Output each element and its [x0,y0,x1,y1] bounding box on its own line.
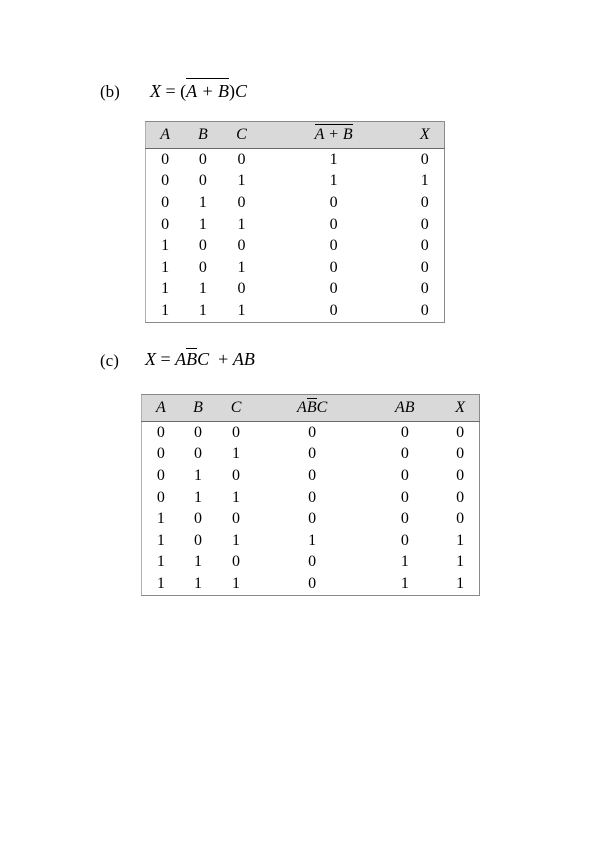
table-cell: 1 [142,552,180,574]
table-c-col-header [256,395,369,422]
formula-b-lhs: X [150,81,161,101]
table-cell: 1 [237,215,246,233]
table-cell: 1 [329,150,338,168]
table-cell: 1 [232,531,241,549]
table-row [142,422,480,444]
table-cell: 0 [329,258,338,276]
table-b-col-header [262,122,406,149]
table-row [146,235,445,257]
table-cell: 0 [400,510,409,528]
table-cell: 0 [146,149,185,171]
table-cell: 0 [406,257,445,279]
table-cell: 0 [400,423,409,441]
table-cell: 1 [237,172,246,190]
table-cell: 0 [406,300,445,322]
table-b-col-header: X [406,122,445,149]
table-cell: 0 [308,488,317,506]
table-c-col-header: X [441,395,479,422]
formula-c-equals: = [160,349,171,369]
table-cell: 1 [232,488,241,506]
table-row [146,171,445,193]
table-cell: 0 [406,279,445,301]
table-cell: 0 [400,488,409,506]
table-cell: 0 [142,487,180,509]
table-cell: 1 [232,445,241,463]
table-cell: 0 [142,422,180,444]
table-cell: 0 [308,510,317,528]
table-row [146,279,445,301]
formula-c-lhs: X [145,349,156,369]
table-cell: 0 [193,423,202,441]
table-row [142,487,480,509]
table-cell: 1 [237,258,246,276]
table-cell: 1 [146,279,185,301]
table-b-col-header: B [184,122,221,149]
formula-c-term1-b-complement: B [186,349,198,369]
truth-table-b-body [146,149,445,323]
table-row [142,508,480,530]
table-row [142,530,480,552]
table-c-header-abc-c: C [316,399,328,416]
table-cell: 1 [146,300,185,322]
table-c-col-header: AB [368,395,441,422]
formula-c-term2: AB [232,349,255,369]
table-cell: 0 [308,423,317,441]
table-cell: 0 [441,465,479,487]
table-cell: 0 [329,193,338,211]
formula-c-term1-a: A [175,349,187,369]
table-cell: 1 [441,530,479,552]
table-cell: 0 [146,171,185,193]
table-row [146,214,445,236]
table-cell: 0 [262,300,406,322]
table-cell: 0 [193,510,202,528]
table-row [142,444,480,466]
table-cell: 0 [237,237,246,255]
table-cell: 0 [406,192,445,214]
table-cell: 0 [441,487,479,509]
table-row [142,573,480,595]
table-cell: 0 [146,192,185,214]
table-cell: 0 [256,573,369,595]
table-cell: 0 [232,510,241,528]
truth-table-c-header [142,395,480,422]
section-b-label: (b) [100,82,120,101]
table-cell: 0 [198,258,207,276]
table-cell: 1 [193,488,202,506]
table-cell: 1 [406,171,445,193]
section-c-label: (c) [100,351,119,370]
formula-b-open-paren: ( [180,81,187,101]
table-cell: 0 [329,215,338,233]
formula-b-close-paren: ) [228,81,235,101]
table-c-col-header: B [180,395,216,422]
table-cell: 0 [237,280,246,298]
table-cell: 0 [232,553,241,571]
table-b-col-header-overlined-text: A + B [314,126,353,143]
table-cell: 0 [232,423,241,441]
table-cell: 0 [406,149,445,171]
table-b-col-header: C [221,122,261,149]
table-cell: 1 [146,257,185,279]
formula-b-tail: C [234,81,247,101]
table-c-header-abc-b-complement: B [306,399,317,416]
table-row [146,257,445,279]
table-c-header-abc-a: A [297,399,307,416]
table-cell: 0 [146,214,185,236]
table-cell: 0 [308,553,317,571]
table-cell: 1 [193,466,202,484]
table-cell: 1 [329,172,338,190]
table-c-col-header: C [216,395,256,422]
table-cell: 1 [184,300,221,322]
table-cell: 1 [441,552,479,574]
table-cell: 1 [368,573,441,595]
table-cell: 1 [193,553,202,571]
table-cell: 1 [441,573,479,595]
table-cell: 0 [142,444,180,466]
table-cell: 0 [198,150,207,168]
formula-b-equals: = [165,81,176,101]
table-cell: 0 [329,280,338,298]
table-cell: 0 [237,150,246,168]
table-cell: 0 [406,235,445,257]
table-cell: 0 [406,214,445,236]
table-row [142,552,480,574]
table-cell: 0 [198,237,207,255]
table-cell: 1 [400,553,409,571]
table-cell: 0 [193,445,202,463]
table-cell: 1 [216,573,256,595]
table-cell: 0 [237,193,246,211]
table-cell: 0 [198,172,207,190]
table-row [146,300,445,322]
table-cell: 0 [193,531,202,549]
table-cell: 0 [232,466,241,484]
truth-table-b-header [146,122,445,149]
table-cell: 0 [329,237,338,255]
table-b-col-header: A [146,122,185,149]
formula-c-term1-c: C [197,349,210,369]
table-cell: 1 [198,280,207,298]
table-cell: 1 [198,193,207,211]
truth-table-c [141,394,480,596]
table-cell: 0 [400,466,409,484]
formula-c-plus: + [218,349,229,369]
table-cell: 1 [198,215,207,233]
table-cell: 0 [441,508,479,530]
table-cell: 1 [142,573,180,595]
formula-b [150,80,247,102]
table-cell: 1 [142,530,180,552]
table-cell: 1 [180,573,216,595]
table-cell: 0 [441,444,479,466]
table-row [146,192,445,214]
table-cell: 0 [308,445,317,463]
table-row [142,465,480,487]
table-c-col-header: A [142,395,180,422]
table-cell: 1 [142,508,180,530]
truth-table-b [145,121,445,323]
table-row [146,149,445,171]
table-cell: 1 [146,235,185,257]
table-cell: 0 [400,531,409,549]
formula-b-overlined-term: A + B [186,78,229,101]
table-cell: 0 [400,445,409,463]
table-cell: 0 [142,465,180,487]
table-cell: 0 [441,422,479,444]
table-cell: 1 [221,300,261,322]
formula-c [145,348,255,370]
truth-table-c-body [142,422,480,596]
table-cell: 0 [308,466,317,484]
table-cell: 1 [308,531,317,549]
